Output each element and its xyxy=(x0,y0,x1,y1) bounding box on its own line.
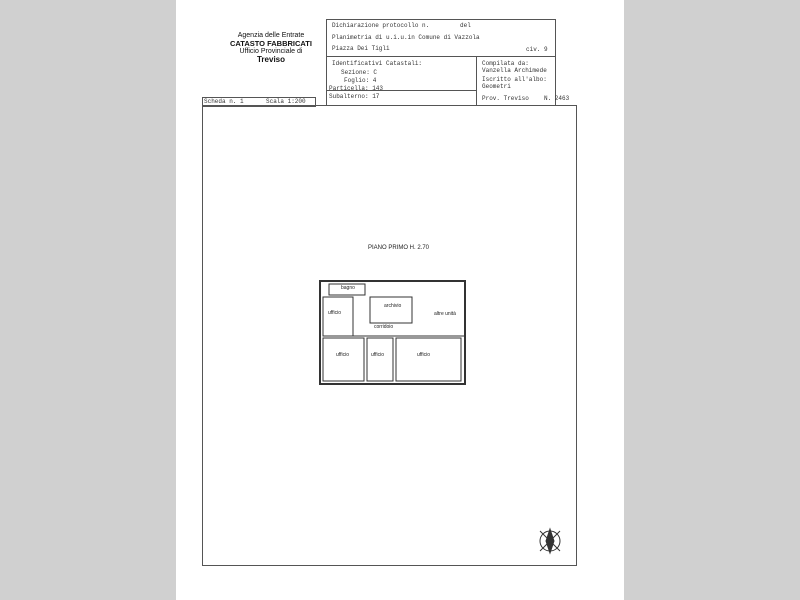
address-label: Piazza Dei Tigli xyxy=(332,45,390,52)
office-line-city: Treviso xyxy=(256,55,285,64)
planimetria-label: Planimetria di u.i.u.in Comune di Vazzola xyxy=(332,34,480,41)
iscritto-label: Iscritto all'albo: xyxy=(482,76,547,83)
compilata-name: Vanzella Archimede xyxy=(482,67,547,74)
registration-number: N. 2463 xyxy=(544,95,570,102)
room-ufficio-2-outline xyxy=(367,338,393,381)
civic-number: civ. 9 xyxy=(526,46,548,53)
room-label-ufficio-3: ufficio xyxy=(417,352,430,358)
particella-value: Particella: 143 xyxy=(329,85,384,92)
dichiarazione-label: Dichiarazione protocollo n. xyxy=(332,22,430,29)
identificativi-title: Identificativi Catastali: xyxy=(332,60,423,67)
foglio-value: Foglio: 4 xyxy=(344,77,377,84)
scheda-number: Scheda n. 1 xyxy=(204,98,244,105)
room-label-ufficio-1: ufficio xyxy=(336,352,349,358)
room-ufficio-top-outline xyxy=(323,297,353,336)
room-label-altre-unita: altre unità xyxy=(434,311,456,317)
subalterno-value: Subalterno: 17 xyxy=(329,93,380,100)
room-label-ufficio-top: ufficio xyxy=(328,310,341,316)
room-ufficio-3-outline xyxy=(396,338,461,381)
floor-plan xyxy=(176,0,624,600)
room-label-archivio: archivio xyxy=(384,303,402,309)
room-label-corridoio: corridoio xyxy=(374,324,394,330)
floor-title: PIANO PRIMO H. 2.70 xyxy=(368,245,430,251)
room-label-bagno: bagno xyxy=(341,285,355,291)
document-sheet xyxy=(176,0,624,600)
del-label: del xyxy=(460,22,471,29)
office-line-agency: Agenzia delle Entrate xyxy=(237,32,305,39)
province-value: Prov. Treviso xyxy=(482,95,529,102)
scale-label: Scala 1:200 xyxy=(266,98,306,105)
room-ufficio-1-outline xyxy=(323,338,364,381)
office-line-catasto: CATASTO FABBRICATI xyxy=(230,39,312,48)
albo-value: Geometri xyxy=(482,83,511,90)
sezione-value: Sezione: C xyxy=(341,69,378,76)
room-archivio-outline xyxy=(370,297,412,323)
office-line-ufficio: Ufficio Provinciale di xyxy=(239,48,303,55)
compilata-title: Compilata da: xyxy=(482,60,529,67)
north-arrow-icon xyxy=(540,529,560,553)
room-label-ufficio-2: ufficio xyxy=(371,352,384,358)
